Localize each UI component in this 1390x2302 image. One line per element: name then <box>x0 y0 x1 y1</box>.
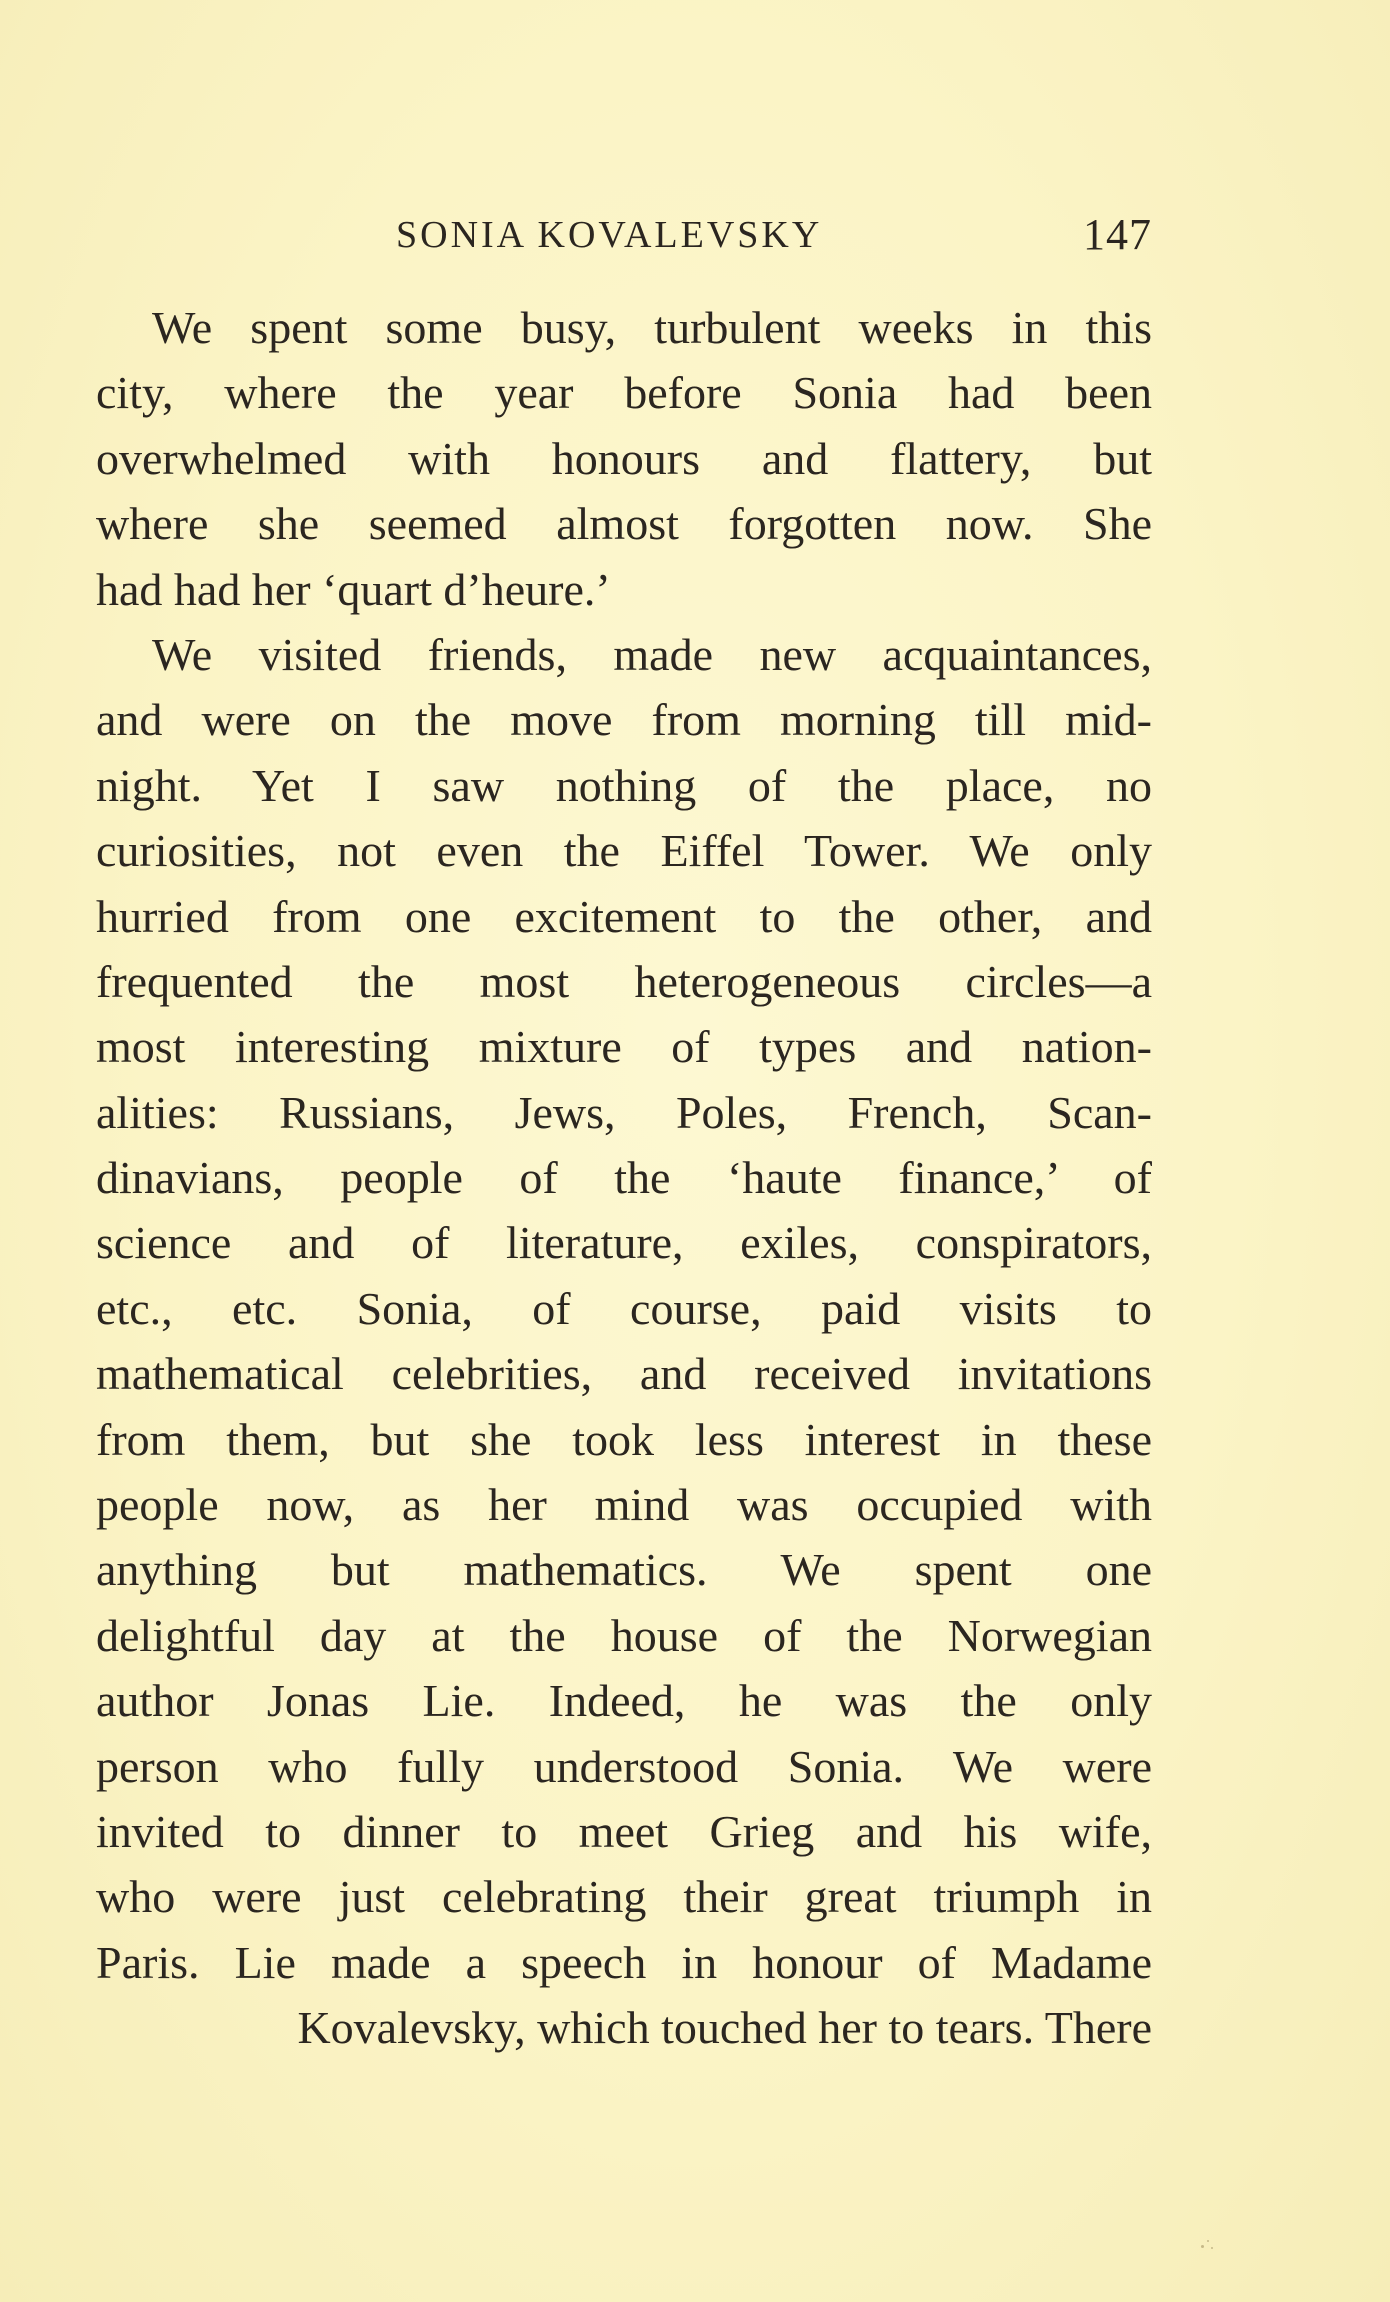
text-line: overwhelmed with honours and flattery, but <box>96 432 1152 484</box>
text-line: alities: Russians, Jews, Poles, French, Scan- <box>96 1086 1152 1138</box>
text-line: people now, as her mind was occupied with <box>96 1479 1152 1531</box>
text-line: curiosities, not even the Eiffel Tower. We only <box>96 825 1152 877</box>
paper-speck <box>1207 2240 1209 2242</box>
text-line: delightful day at the house of the Norwegian <box>96 1609 1152 1661</box>
text-line: author Jonas Lie. Indeed, he was the only <box>96 1675 1152 1727</box>
text-line: mathematical celebrities, and received invitations <box>96 1348 1152 1400</box>
page-number: 147 <box>1083 210 1152 259</box>
running-title: SONIA KOVALEVSKY <box>396 214 823 256</box>
text-line: science and of literature, exiles, conspirators, <box>96 1217 1152 1269</box>
running-head <box>96 205 1152 265</box>
text-line: anything but mathematics. We spent one <box>96 1544 1152 1596</box>
text-line: hurried from one excitement to the other, and <box>96 890 1152 942</box>
paper-speck <box>1211 2247 1213 2249</box>
text-line: night. Yet I saw nothing of the place, no <box>96 759 1152 811</box>
text-line: most interesting mixture of types and nation- <box>96 1021 1152 1073</box>
text-line: had had her ‘quart d’heure.’ <box>96 563 611 615</box>
text-line: city, where the year before Sonia had been <box>96 367 1152 419</box>
text-line: We visited friends, made new acquaintances, <box>152 628 1152 680</box>
text-line: dinavians, people of the ‘haute finance,’ of <box>96 1152 1152 1204</box>
text-line: who were just celebrating their great triumph in <box>96 1871 1152 1923</box>
text-line: etc., etc. Sonia, of course, paid visits to <box>96 1282 1152 1334</box>
text-line: frequented the most heterogeneous circles—a <box>96 955 1152 1007</box>
text-line: invited to dinner to meet Grieg and his wife, <box>96 1805 1152 1857</box>
text-line: Kovalevsky, which touched her to tears. There <box>297 2002 1152 2054</box>
text-line: We spent some busy, turbulent weeks in this <box>152 302 1152 353</box>
text-line: and were on the move from morning till mid- <box>96 694 1152 746</box>
text-line: where she seemed almost forgotten now. She <box>96 498 1152 550</box>
body-text <box>96 295 1152 2061</box>
paper-speck <box>1201 2245 1204 2248</box>
text-line: from them, but she took less interest in these <box>96 1413 1152 1465</box>
text-line: Paris. Lie made a speech in honour of Madame <box>96 1936 1152 1988</box>
text-line: person who fully understood Sonia. We were <box>96 1740 1152 1792</box>
